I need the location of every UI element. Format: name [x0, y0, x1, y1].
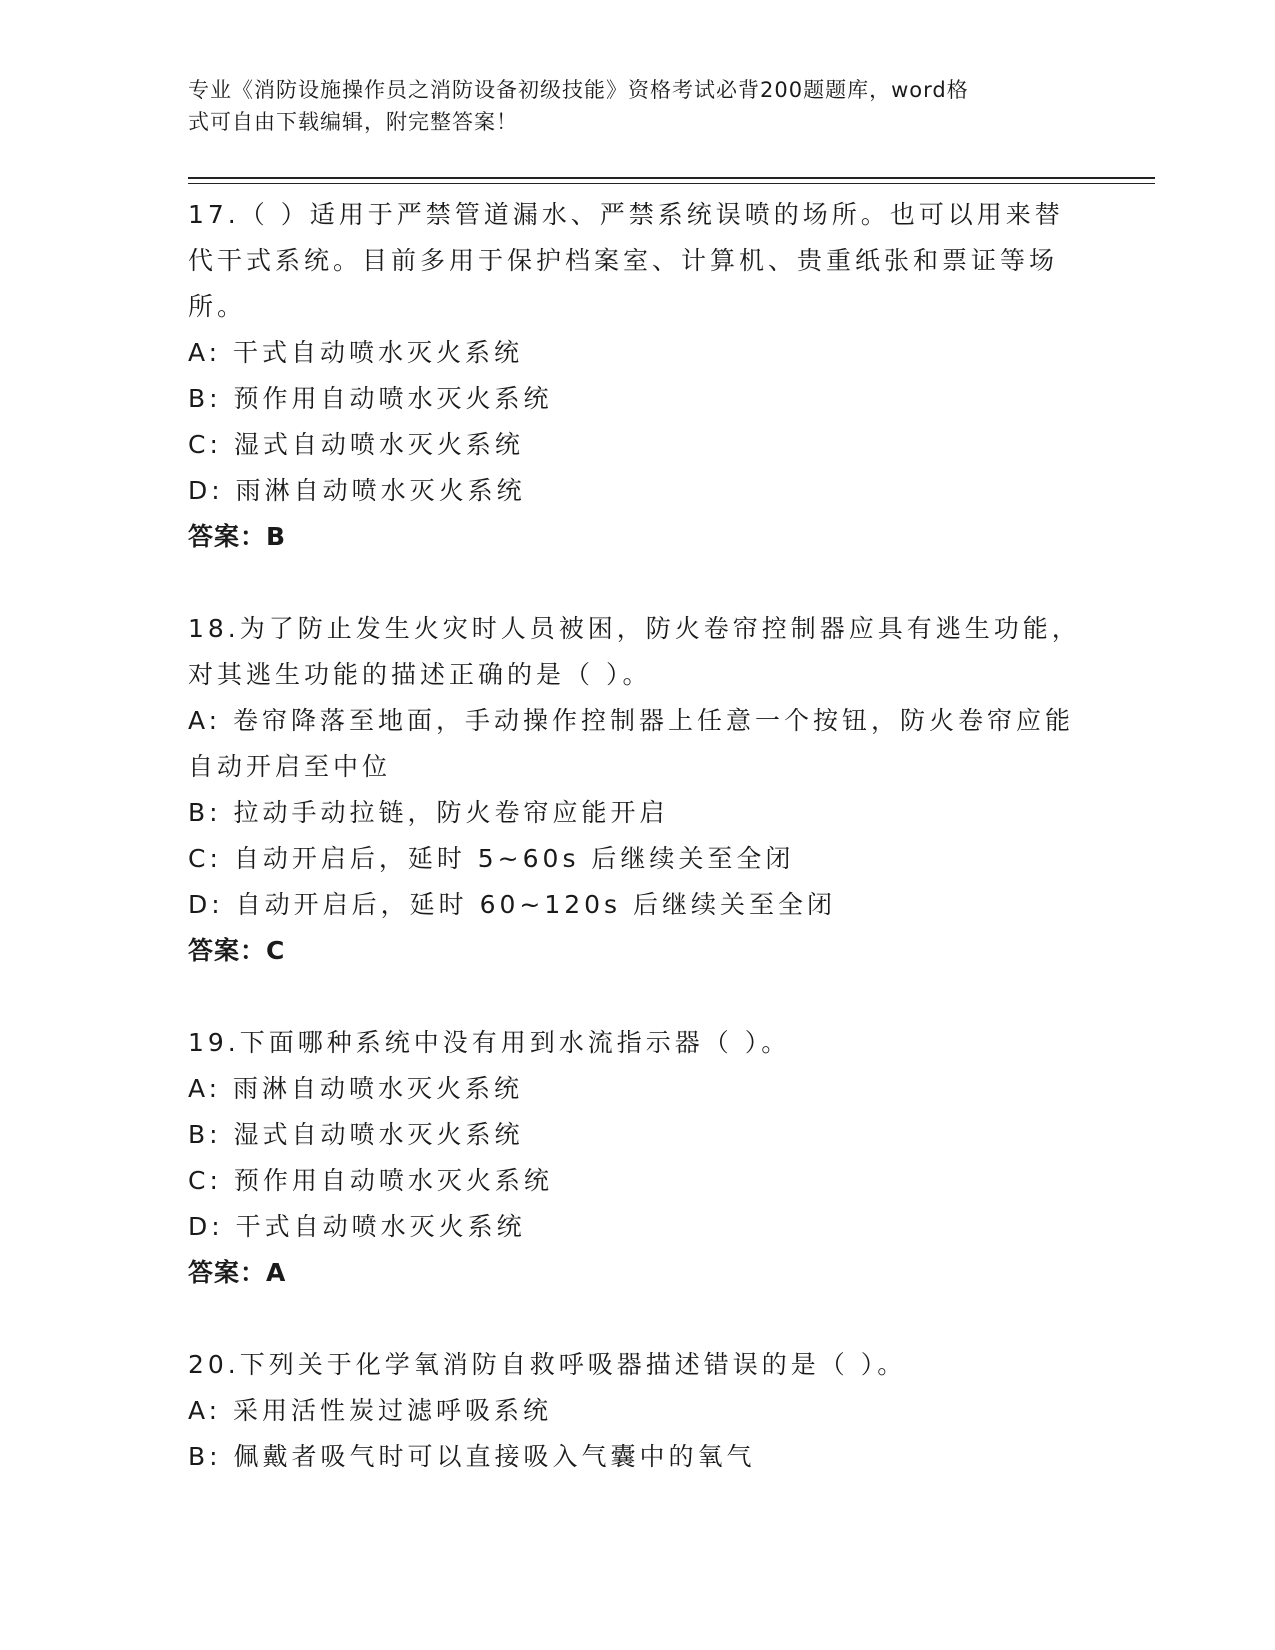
option-d: D: 干式自动喷水灭火系统 — [188, 1212, 526, 1241]
question-list — [188, 192, 1088, 1480]
option-c: C: 预作用自动喷水灭火系统 — [188, 1166, 553, 1195]
question-18 — [188, 606, 1088, 974]
option-b: B: 湿式自动喷水灭火系统 — [188, 1120, 524, 1149]
header-line-2: 式可自由下载编辑，附完整答案！ — [188, 110, 518, 134]
answer-line: 答案：A — [188, 1258, 287, 1287]
answer-line: 答案：B — [188, 522, 287, 551]
option-c: C: 湿式自动喷水灭火系统 — [188, 430, 524, 459]
question-text-line: 18.为了防止发生火灾时人员被困，防火卷帘控制器应具有逃生功能， — [188, 614, 1081, 643]
option-b: B: 预作用自动喷水灭火系统 — [188, 384, 553, 413]
question-20 — [188, 1342, 1088, 1480]
question-text-line: 代干式系统。目前多用于保护档案室、计算机、贵重纸张和票证等场 — [188, 246, 1059, 275]
question-spacer — [188, 1296, 1088, 1342]
question-text-line: 所。 — [188, 292, 247, 321]
option-a-continued: 自动开启至中位 — [188, 752, 392, 781]
option-b: B: 佩戴者吸气时可以直接吸入气囊中的氧气 — [188, 1442, 756, 1471]
option-a: A: 卷帘降落至地面，手动操作控制器上任意一个按钮，防火卷帘应能 — [188, 706, 1075, 735]
question-spacer — [188, 560, 1088, 606]
option-a: A: 干式自动喷水灭火系统 — [188, 338, 524, 367]
option-d: D: 雨淋自动喷水灭火系统 — [188, 476, 526, 505]
question-text-line: 对其逃生功能的描述正确的是（ ）。 — [188, 660, 652, 689]
question-text-line: 20.下列关于化学氧消防自救呼吸器描述错误的是（ ）。 — [188, 1350, 907, 1379]
option-a: A: 雨淋自动喷水灭火系统 — [188, 1074, 524, 1103]
option-d: D: 自动开启后，延时 60~120s 后继续关至全闭 — [188, 890, 837, 919]
question-17 — [188, 192, 1088, 560]
header-divider-thick — [188, 177, 1155, 179]
option-b: B: 拉动手动拉链，防火卷帘应能开启 — [188, 798, 669, 827]
header-line-1: 专业《消防设施操作员之消防设备初级技能》资格考试必背200题题库，word格 — [188, 78, 969, 102]
answer-line: 答案：C — [188, 936, 286, 965]
question-19 — [188, 1020, 1088, 1296]
document-header — [188, 74, 1068, 138]
option-c: C: 自动开启后，延时 5~60s 后继续关至全闭 — [188, 844, 795, 873]
option-a: A: 采用活性炭过滤呼吸系统 — [188, 1396, 553, 1425]
question-spacer — [188, 974, 1088, 1020]
header-divider-thin — [188, 183, 1155, 184]
question-text-line: 19.下面哪种系统中没有用到水流指示器（ ）。 — [188, 1028, 791, 1057]
question-text-line: 17.（ ）适用于严禁管道漏水、严禁系统误喷的场所。也可以用来替 — [188, 200, 1064, 229]
